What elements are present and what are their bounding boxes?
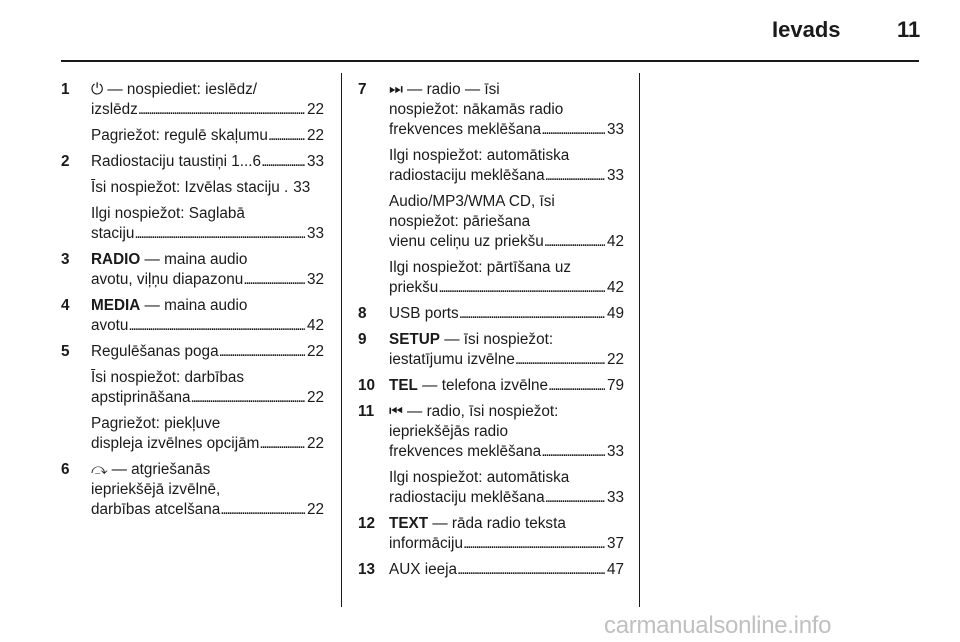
item-number: 8	[358, 305, 367, 322]
item-number: 5	[61, 343, 70, 360]
page-ref: 22	[306, 343, 324, 360]
item-number: 2	[61, 153, 70, 170]
list-item: Ilgi nospiežot: automātiska radiostaciju meklēšana . . . 33	[358, 146, 624, 186]
page-ref: 33	[306, 153, 324, 170]
item-number: 9	[358, 331, 367, 348]
item-number: 7	[358, 81, 367, 98]
list-item: 3 RADIO — maina audio avotu, viļņu diapazonu . . . 32	[61, 250, 324, 290]
list-item: 11 ⏮ — radio, īsi nospiežot: iepriekšējās radio frekvences meklēšana . . . 33	[358, 402, 624, 462]
page-ref: 22	[306, 501, 324, 518]
page-ref: 42	[606, 233, 624, 250]
previous-track-icon: ⏮	[389, 403, 403, 420]
page-ref: 33	[606, 121, 624, 138]
list-item: Ilgi nospiežot: pārtīšana uz priekšu . . . 42	[358, 258, 624, 298]
page-ref: 42	[306, 317, 324, 334]
list-item: Audio/MP3/WMA CD, īsi nospiežot: pāriešana vienu celiņu uz priekšu . . . 42	[358, 192, 624, 252]
page-ref: 33	[293, 179, 311, 196]
item-number: 13	[358, 561, 376, 578]
column-divider-1	[341, 73, 342, 607]
list-item: 2 Radiostaciju taustiņi 1...6 . . . 33	[61, 152, 324, 172]
list-item: 12 TEXT — rāda radio teksta informāciju . . . 37	[358, 514, 624, 554]
list-item: Pagriežot: regulē skaļumu . . . 22	[61, 126, 324, 146]
radio-key-label: RADIO	[91, 251, 141, 268]
item-number: 3	[61, 251, 70, 268]
page-ref: 22	[306, 435, 324, 452]
page-ref: 33	[306, 225, 324, 242]
page-ref: 33	[606, 167, 624, 184]
tel-key-label: TEL	[389, 377, 418, 394]
list-item: 7 ⏭ — radio — īsi nospiežot: nākamās radio frekvences meklēšana . . . 33	[358, 80, 624, 140]
list-item: Īsi nospiežot: darbības apstiprināšana . . . 22	[61, 368, 324, 408]
page-ref: 22	[606, 351, 624, 368]
watermark: carmanualsonline.info	[604, 612, 832, 639]
section-title: Ievads	[772, 17, 841, 42]
media-key-label: MEDIA	[91, 297, 141, 314]
item-number: 1	[61, 81, 70, 98]
item-number: 11	[358, 403, 375, 420]
header-rule	[61, 60, 919, 62]
list-item: 9 SETUP — īsi nospiežot: iestatījumu izvēlne . . . 22	[358, 330, 624, 370]
item-number: 6	[61, 461, 70, 478]
list-item: Ilgi nospiežot: automātiska radiostaciju meklēšana . . . 33	[358, 468, 624, 508]
list-item: 13 AUX ieeja . . . 47	[358, 560, 624, 580]
power-icon: ⏻	[91, 81, 104, 98]
page-ref: 22	[306, 127, 324, 144]
page-ref: 32	[306, 271, 324, 288]
index-column-2	[358, 80, 624, 586]
list-item: 10 TEL — telefona izvēlne . . . 79	[358, 376, 624, 396]
text-key-label: TEXT	[389, 515, 429, 532]
list-item: 4 MEDIA — maina audio avotu . . . 42	[61, 296, 324, 336]
item-number: 10	[358, 377, 376, 394]
page-ref: 37	[606, 535, 624, 552]
list-item: Īsi nospiežot: Izvēlas staciju . 33	[91, 179, 311, 196]
page-ref: 22	[306, 389, 324, 406]
page-ref: 33	[606, 489, 624, 506]
list-item: 6 ⤼ — atgriešanās iepriekšējā izvēlnē, darbības atcelšana . . . 22	[61, 460, 324, 520]
list-item: 5 Regulēšanas poga . . . 22	[61, 342, 324, 362]
index-column-1	[61, 80, 324, 526]
column-divider-2	[639, 73, 640, 607]
list-item: Pagriežot: piekļuve displeja izvēlnes opcijām . . . 22	[61, 414, 324, 454]
setup-key-label: SETUP	[389, 331, 440, 348]
page-ref: 42	[606, 279, 624, 296]
page-ref: 79	[606, 377, 624, 394]
page-ref: 47	[606, 561, 624, 578]
back-icon: ⤼	[91, 461, 108, 478]
list-item: 1 ⏻ — nospiediet: ieslēdz/ izslēdz . . . 22	[61, 80, 324, 120]
page-ref: 33	[606, 443, 624, 460]
item-number: 12	[358, 515, 376, 532]
page-ref: 49	[606, 305, 624, 322]
page-number: 11	[897, 17, 921, 42]
next-track-icon: ⏭	[389, 81, 403, 98]
page-ref: 22	[306, 101, 324, 118]
list-item: Ilgi nospiežot: Saglabā staciju . . . 33	[61, 204, 324, 244]
list-item: 8 USB ports . . . 49	[358, 304, 624, 324]
item-number: 4	[61, 297, 70, 314]
